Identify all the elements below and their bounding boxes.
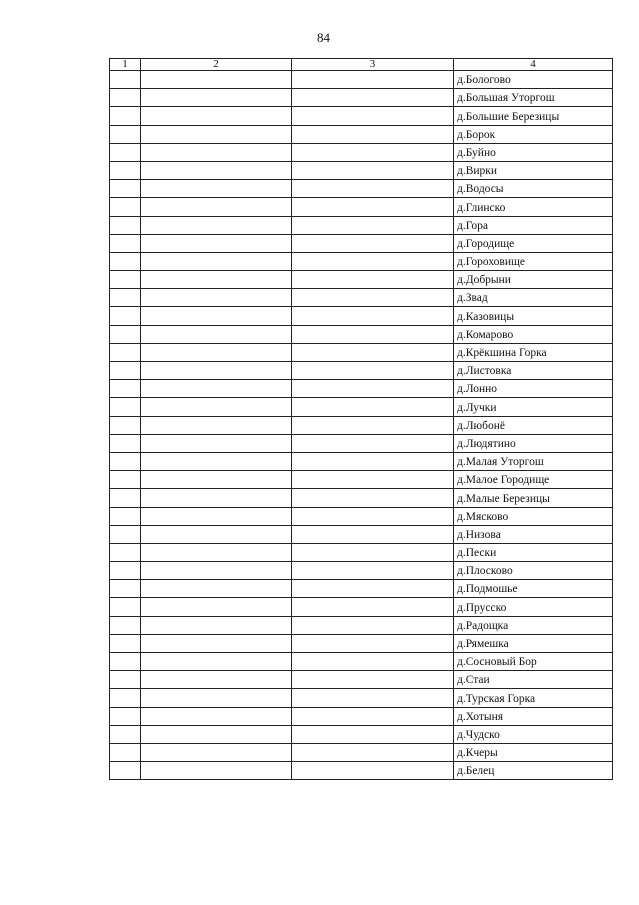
table-row bbox=[110, 107, 613, 125]
table-cell-col-4: д.Гороховище bbox=[454, 252, 613, 270]
table-cell-col-3 bbox=[292, 762, 454, 780]
table-cell-col-4: д.Борок bbox=[454, 125, 613, 143]
table-row bbox=[110, 325, 613, 343]
table-row bbox=[110, 707, 613, 725]
table-cell-col-4: д.Чудско bbox=[454, 725, 613, 743]
table-cell-col-3 bbox=[292, 71, 454, 89]
table-row bbox=[110, 307, 613, 325]
table-cell-col-1 bbox=[110, 562, 141, 580]
table-cell-col-3 bbox=[292, 180, 454, 198]
table-cell-col-4: д.Малая Уторгош bbox=[454, 452, 613, 470]
table-cell-col-2 bbox=[141, 562, 292, 580]
table-row bbox=[110, 71, 613, 89]
table-cell-col-1 bbox=[110, 234, 141, 252]
table-cell-col-3 bbox=[292, 434, 454, 452]
table-cell-col-3 bbox=[292, 198, 454, 216]
table-row bbox=[110, 434, 613, 452]
table-cell-col-4: д.Стаи bbox=[454, 671, 613, 689]
table-row bbox=[110, 161, 613, 179]
table-cell-col-3 bbox=[292, 689, 454, 707]
table-cell-col-4: д.Водосы bbox=[454, 180, 613, 198]
table-cell-col-3 bbox=[292, 598, 454, 616]
table-row bbox=[110, 507, 613, 525]
table-row bbox=[110, 380, 613, 398]
table-cell-col-3 bbox=[292, 471, 454, 489]
table-cell-col-4: д.Рямешка bbox=[454, 634, 613, 652]
table-cell-col-2 bbox=[141, 398, 292, 416]
table-cell-col-2 bbox=[141, 689, 292, 707]
table-row bbox=[110, 289, 613, 307]
table-cell-col-2 bbox=[141, 325, 292, 343]
table-cell-col-1 bbox=[110, 671, 141, 689]
table-cell-col-4: д.Мясково bbox=[454, 507, 613, 525]
table-cell-col-3 bbox=[292, 416, 454, 434]
table-cell-col-4: д.Сосновый Бор bbox=[454, 653, 613, 671]
table-cell-col-4: д.Турская Горка bbox=[454, 689, 613, 707]
table-row bbox=[110, 653, 613, 671]
table-row bbox=[110, 525, 613, 543]
table-cell-col-2 bbox=[141, 252, 292, 270]
table-cell-col-1 bbox=[110, 580, 141, 598]
table-row bbox=[110, 489, 613, 507]
table-cell-col-4: д.Городище bbox=[454, 234, 613, 252]
table-cell-col-3 bbox=[292, 89, 454, 107]
table-cell-col-2 bbox=[141, 71, 292, 89]
table-cell-col-4: д.Казовицы bbox=[454, 307, 613, 325]
table-cell-col-2 bbox=[141, 343, 292, 361]
table-cell-col-1 bbox=[110, 343, 141, 361]
table-cell-col-1 bbox=[110, 380, 141, 398]
table-cell-col-2 bbox=[141, 380, 292, 398]
table-cell-col-2 bbox=[141, 234, 292, 252]
table-cell-col-3 bbox=[292, 325, 454, 343]
table-cell-col-4: д.Большая Уторгош bbox=[454, 89, 613, 107]
table-row bbox=[110, 616, 613, 634]
table-cell-col-3 bbox=[292, 107, 454, 125]
table-cell-col-3 bbox=[292, 489, 454, 507]
table-cell-col-2 bbox=[141, 634, 292, 652]
table-cell-col-3 bbox=[292, 616, 454, 634]
table-cell-col-3 bbox=[292, 234, 454, 252]
table-cell-col-4: д.Плосково bbox=[454, 562, 613, 580]
table-row bbox=[110, 125, 613, 143]
table-cell-col-4: д.Лонно bbox=[454, 380, 613, 398]
table-cell-col-1 bbox=[110, 634, 141, 652]
table-row bbox=[110, 743, 613, 761]
table-cell-col-3 bbox=[292, 252, 454, 270]
table-cell-col-2 bbox=[141, 107, 292, 125]
table-row bbox=[110, 89, 613, 107]
table-cell-col-3 bbox=[292, 562, 454, 580]
table-cell-col-2 bbox=[141, 289, 292, 307]
table-cell-col-4: д.Подмошье bbox=[454, 580, 613, 598]
page-number: 84 bbox=[317, 30, 330, 45]
table-row bbox=[110, 416, 613, 434]
table-cell-col-3 bbox=[292, 343, 454, 361]
table-cell-col-1 bbox=[110, 543, 141, 561]
table-cell-col-1 bbox=[110, 216, 141, 234]
table-cell-col-4: д.Гора bbox=[454, 216, 613, 234]
table-cell-col-4: д.Глинско bbox=[454, 198, 613, 216]
table-cell-col-3 bbox=[292, 362, 454, 380]
table-cell-col-1 bbox=[110, 325, 141, 343]
table-cell-col-2 bbox=[141, 216, 292, 234]
table-cell-col-2 bbox=[141, 762, 292, 780]
table-row bbox=[110, 725, 613, 743]
table-row bbox=[110, 598, 613, 616]
table-row bbox=[110, 234, 613, 252]
table-cell-col-2 bbox=[141, 543, 292, 561]
table-cell-col-3 bbox=[292, 725, 454, 743]
table-cell-col-3 bbox=[292, 216, 454, 234]
table-cell-col-4: д.Радощка bbox=[454, 616, 613, 634]
table-cell-col-3 bbox=[292, 580, 454, 598]
table-cell-col-2 bbox=[141, 143, 292, 161]
table-row bbox=[110, 143, 613, 161]
table-cell-col-2 bbox=[141, 616, 292, 634]
table-cell-col-4: д.Звад bbox=[454, 289, 613, 307]
table-cell-col-4: д.Людятино bbox=[454, 434, 613, 452]
table-cell-col-3 bbox=[292, 743, 454, 761]
table-cell-col-1 bbox=[110, 125, 141, 143]
table-cell-col-4: д.Белец bbox=[454, 762, 613, 780]
table-cell-col-4: д.Малые Березицы bbox=[454, 489, 613, 507]
table-cell-col-1 bbox=[110, 161, 141, 179]
table-row bbox=[110, 580, 613, 598]
column-header-4: 4 bbox=[454, 59, 613, 71]
table-cell-col-4: д.Хотыня bbox=[454, 707, 613, 725]
table-row bbox=[110, 252, 613, 270]
table-cell-col-3 bbox=[292, 161, 454, 179]
table-cell-col-2 bbox=[141, 507, 292, 525]
settlements-table bbox=[109, 58, 613, 780]
table-cell-col-1 bbox=[110, 452, 141, 470]
table-cell-col-1 bbox=[110, 762, 141, 780]
table-cell-col-3 bbox=[292, 307, 454, 325]
table-cell-col-2 bbox=[141, 471, 292, 489]
table-row bbox=[110, 216, 613, 234]
table-row bbox=[110, 452, 613, 470]
table-cell-col-2 bbox=[141, 525, 292, 543]
table-row bbox=[110, 562, 613, 580]
table-cell-col-3 bbox=[292, 398, 454, 416]
table-cell-col-1 bbox=[110, 271, 141, 289]
table-cell-col-1 bbox=[110, 689, 141, 707]
table-cell-col-2 bbox=[141, 598, 292, 616]
table-cell-col-2 bbox=[141, 653, 292, 671]
table-cell-col-1 bbox=[110, 107, 141, 125]
table-row bbox=[110, 543, 613, 561]
table-cell-col-2 bbox=[141, 89, 292, 107]
table-row bbox=[110, 689, 613, 707]
table-cell-col-3 bbox=[292, 452, 454, 470]
table-body bbox=[110, 59, 613, 780]
table-cell-col-1 bbox=[110, 416, 141, 434]
column-header-1: 1 bbox=[110, 59, 141, 71]
table-cell-col-1 bbox=[110, 289, 141, 307]
table-cell-col-4: д.Буйно bbox=[454, 143, 613, 161]
table-row bbox=[110, 634, 613, 652]
table-cell-col-1 bbox=[110, 471, 141, 489]
table-cell-col-3 bbox=[292, 271, 454, 289]
table-cell-col-2 bbox=[141, 580, 292, 598]
table-cell-col-3 bbox=[292, 507, 454, 525]
table-cell-col-4: д.Низова bbox=[454, 525, 613, 543]
table-cell-col-2 bbox=[141, 671, 292, 689]
table-cell-col-4: д.Любонё bbox=[454, 416, 613, 434]
table-cell-col-3 bbox=[292, 634, 454, 652]
table-cell-col-2 bbox=[141, 725, 292, 743]
table-cell-col-2 bbox=[141, 434, 292, 452]
table-cell-col-4: д.Добрыни bbox=[454, 271, 613, 289]
table-cell-col-1 bbox=[110, 743, 141, 761]
table-cell-col-3 bbox=[292, 653, 454, 671]
table-cell-col-1 bbox=[110, 507, 141, 525]
table-cell-col-1 bbox=[110, 180, 141, 198]
table-cell-col-2 bbox=[141, 161, 292, 179]
table-row bbox=[110, 180, 613, 198]
table-cell-col-4: д.Пески bbox=[454, 543, 613, 561]
table-cell-col-2 bbox=[141, 743, 292, 761]
table-row bbox=[110, 362, 613, 380]
table-cell-col-1 bbox=[110, 89, 141, 107]
table-cell-col-4: д.Бологово bbox=[454, 71, 613, 89]
table-cell-col-4: д.Малое Городище bbox=[454, 471, 613, 489]
table-row bbox=[110, 343, 613, 361]
table-cell-col-3 bbox=[292, 543, 454, 561]
table-cell-col-4: д.Большие Березицы bbox=[454, 107, 613, 125]
table-row bbox=[110, 471, 613, 489]
table-cell-col-4: д.Вирки bbox=[454, 161, 613, 179]
table-cell-col-1 bbox=[110, 653, 141, 671]
table-row bbox=[110, 398, 613, 416]
table-cell-col-1 bbox=[110, 398, 141, 416]
table-cell-col-1 bbox=[110, 725, 141, 743]
table-cell-col-3 bbox=[292, 525, 454, 543]
table-cell-col-3 bbox=[292, 125, 454, 143]
table-cell-col-2 bbox=[141, 307, 292, 325]
table-cell-col-1 bbox=[110, 252, 141, 270]
table-row bbox=[110, 762, 613, 780]
table-cell-col-4: д.Лучки bbox=[454, 398, 613, 416]
table-cell-col-2 bbox=[141, 707, 292, 725]
table-row bbox=[110, 198, 613, 216]
table-cell-col-2 bbox=[141, 271, 292, 289]
table-cell-col-1 bbox=[110, 616, 141, 634]
table-cell-col-1 bbox=[110, 71, 141, 89]
table-cell-col-1 bbox=[110, 525, 141, 543]
table-cell-col-4: д.Прусско bbox=[454, 598, 613, 616]
column-header-3: 3 bbox=[292, 59, 454, 71]
table-cell-col-3 bbox=[292, 380, 454, 398]
table-cell-col-1 bbox=[110, 307, 141, 325]
table-cell-col-2 bbox=[141, 452, 292, 470]
table-cell-col-2 bbox=[141, 125, 292, 143]
table-cell-col-2 bbox=[141, 489, 292, 507]
table-cell-col-3 bbox=[292, 707, 454, 725]
table-cell-col-1 bbox=[110, 434, 141, 452]
table-cell-col-1 bbox=[110, 198, 141, 216]
table-cell-col-1 bbox=[110, 362, 141, 380]
table-cell-col-2 bbox=[141, 416, 292, 434]
table-cell-col-4: д.Крёкшина Горка bbox=[454, 343, 613, 361]
table-row bbox=[110, 271, 613, 289]
table-cell-col-3 bbox=[292, 671, 454, 689]
table-cell-col-2 bbox=[141, 180, 292, 198]
table-row bbox=[110, 671, 613, 689]
column-header-2: 2 bbox=[141, 59, 292, 71]
table-cell-col-3 bbox=[292, 143, 454, 161]
table-cell-col-1 bbox=[110, 489, 141, 507]
table-cell-col-3 bbox=[292, 289, 454, 307]
table-cell-col-4: д.Кчеры bbox=[454, 743, 613, 761]
table-cell-col-1 bbox=[110, 598, 141, 616]
table-cell-col-1 bbox=[110, 143, 141, 161]
table-cell-col-2 bbox=[141, 362, 292, 380]
table-cell-col-4: д.Листовка bbox=[454, 362, 613, 380]
table-cell-col-4: д.Комарово bbox=[454, 325, 613, 343]
table-header-row bbox=[110, 59, 613, 71]
table-cell-col-1 bbox=[110, 707, 141, 725]
table-cell-col-2 bbox=[141, 198, 292, 216]
